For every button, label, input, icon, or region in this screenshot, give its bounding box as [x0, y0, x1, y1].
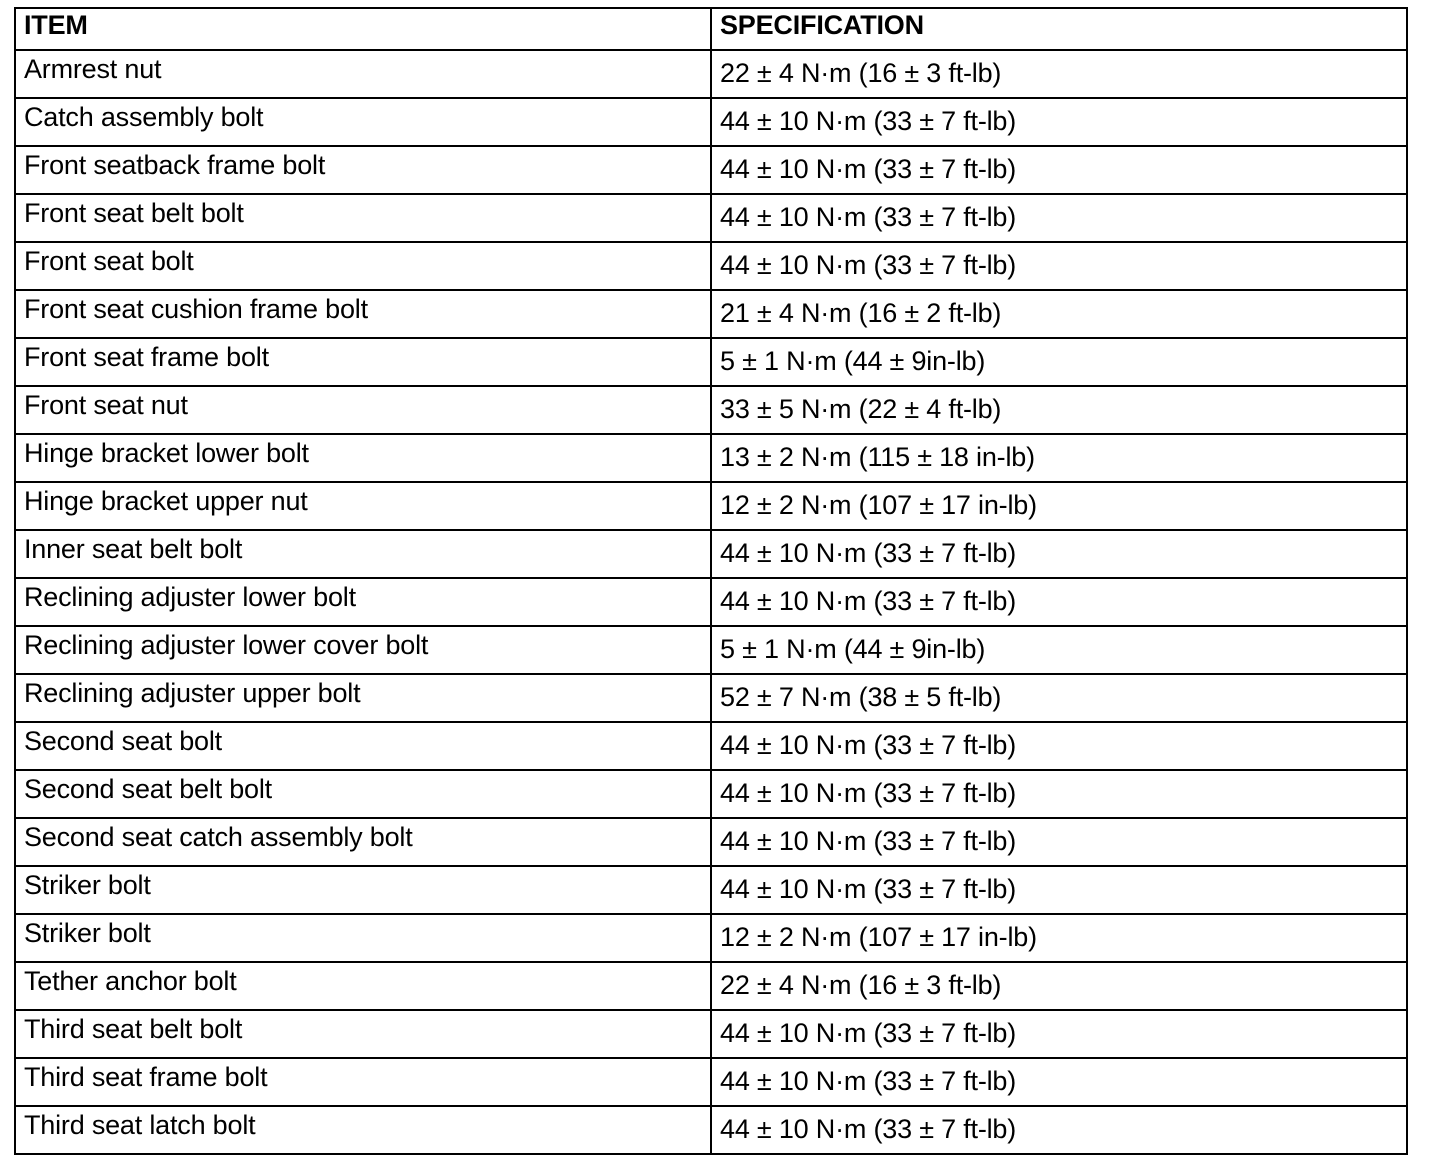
spec-cell: 22 ± 4 N·m (16 ± 3 ft-lb): [711, 962, 1407, 1010]
spec-cell: 44 ± 10 N·m (33 ± 7 ft-lb): [711, 578, 1407, 626]
item-cell: Front seat bolt: [15, 242, 711, 290]
spec-cell: 44 ± 10 N·m (33 ± 7 ft-lb): [711, 1106, 1407, 1154]
item-cell: Front seat nut: [15, 386, 711, 434]
item-cell: Striker bolt: [15, 914, 711, 962]
item-cell: Third seat belt bolt: [15, 1010, 711, 1058]
item-cell: Front seatback frame bolt: [15, 146, 711, 194]
item-cell: Armrest nut: [15, 50, 711, 98]
table-row: [15, 1058, 1407, 1106]
table-header: [15, 8, 1407, 50]
spec-cell: 44 ± 10 N·m (33 ± 7 ft-lb): [711, 1058, 1407, 1106]
table-row: [15, 386, 1407, 434]
item-cell: Hinge bracket lower bolt: [15, 434, 711, 482]
spec-cell: 44 ± 10 N·m (33 ± 7 ft-lb): [711, 866, 1407, 914]
table-row: [15, 1010, 1407, 1058]
table-row: [15, 866, 1407, 914]
item-cell: Tether anchor bolt: [15, 962, 711, 1010]
table-row: [15, 722, 1407, 770]
header-specification: SPECIFICATION: [711, 8, 1407, 50]
spec-cell: 44 ± 10 N·m (33 ± 7 ft-lb): [711, 98, 1407, 146]
table-row: [15, 674, 1407, 722]
item-cell: Second seat belt bolt: [15, 770, 711, 818]
spec-cell: 44 ± 10 N·m (33 ± 7 ft-lb): [711, 770, 1407, 818]
spec-cell: 5 ± 1 N·m (44 ± 9in-lb): [711, 338, 1407, 386]
item-cell: Second seat bolt: [15, 722, 711, 770]
table-row: [15, 50, 1407, 98]
table-row: [15, 914, 1407, 962]
table-row: [15, 578, 1407, 626]
table-row: [15, 338, 1407, 386]
table-row: [15, 770, 1407, 818]
item-cell: Inner seat belt bolt: [15, 530, 711, 578]
item-cell: Reclining adjuster lower cover bolt: [15, 626, 711, 674]
spec-cell: 44 ± 10 N·m (33 ± 7 ft-lb): [711, 242, 1407, 290]
item-cell: Hinge bracket upper nut: [15, 482, 711, 530]
item-cell: Front seat cushion frame bolt: [15, 290, 711, 338]
item-cell: Striker bolt: [15, 866, 711, 914]
table-row: [15, 626, 1407, 674]
spec-cell: 52 ± 7 N·m (38 ± 5 ft-lb): [711, 674, 1407, 722]
item-cell: Second seat catch assembly bolt: [15, 818, 711, 866]
spec-cell: 13 ± 2 N·m (115 ± 18 in-lb): [711, 434, 1407, 482]
spec-cell: 44 ± 10 N·m (33 ± 7 ft-lb): [711, 530, 1407, 578]
spec-cell: 21 ± 4 N·m (16 ± 2 ft-lb): [711, 290, 1407, 338]
table-row: [15, 146, 1407, 194]
item-cell: Catch assembly bolt: [15, 98, 711, 146]
table-row: [15, 290, 1407, 338]
table-row: [15, 530, 1407, 578]
spec-cell: 5 ± 1 N·m (44 ± 9in-lb): [711, 626, 1407, 674]
header-row: [15, 8, 1407, 50]
spec-cell: 12 ± 2 N·m (107 ± 17 in-lb): [711, 914, 1407, 962]
table-row: [15, 962, 1407, 1010]
item-cell: Front seat frame bolt: [15, 338, 711, 386]
spec-cell: 22 ± 4 N·m (16 ± 3 ft-lb): [711, 50, 1407, 98]
item-cell: Front seat belt bolt: [15, 194, 711, 242]
spec-cell: 44 ± 10 N·m (33 ± 7 ft-lb): [711, 722, 1407, 770]
spec-cell: 12 ± 2 N·m (107 ± 17 in-lb): [711, 482, 1407, 530]
table-row: [15, 98, 1407, 146]
table-body: [15, 50, 1407, 1154]
item-cell: Reclining adjuster lower bolt: [15, 578, 711, 626]
table-row: [15, 242, 1407, 290]
spec-cell: 44 ± 10 N·m (33 ± 7 ft-lb): [711, 194, 1407, 242]
spec-cell: 33 ± 5 N·m (22 ± 4 ft-lb): [711, 386, 1407, 434]
item-cell: Reclining adjuster upper bolt: [15, 674, 711, 722]
spec-cell: 44 ± 10 N·m (33 ± 7 ft-lb): [711, 818, 1407, 866]
table-row: [15, 482, 1407, 530]
table-row: [15, 434, 1407, 482]
item-cell: Third seat latch bolt: [15, 1106, 711, 1154]
torque-spec-table: [14, 7, 1408, 1155]
header-item: ITEM: [15, 8, 711, 50]
spec-cell: 44 ± 10 N·m (33 ± 7 ft-lb): [711, 1010, 1407, 1058]
item-cell: Third seat frame bolt: [15, 1058, 711, 1106]
spec-cell: 44 ± 10 N·m (33 ± 7 ft-lb): [711, 146, 1407, 194]
table-row: [15, 194, 1407, 242]
table-row: [15, 818, 1407, 866]
table-row: [15, 1106, 1407, 1154]
